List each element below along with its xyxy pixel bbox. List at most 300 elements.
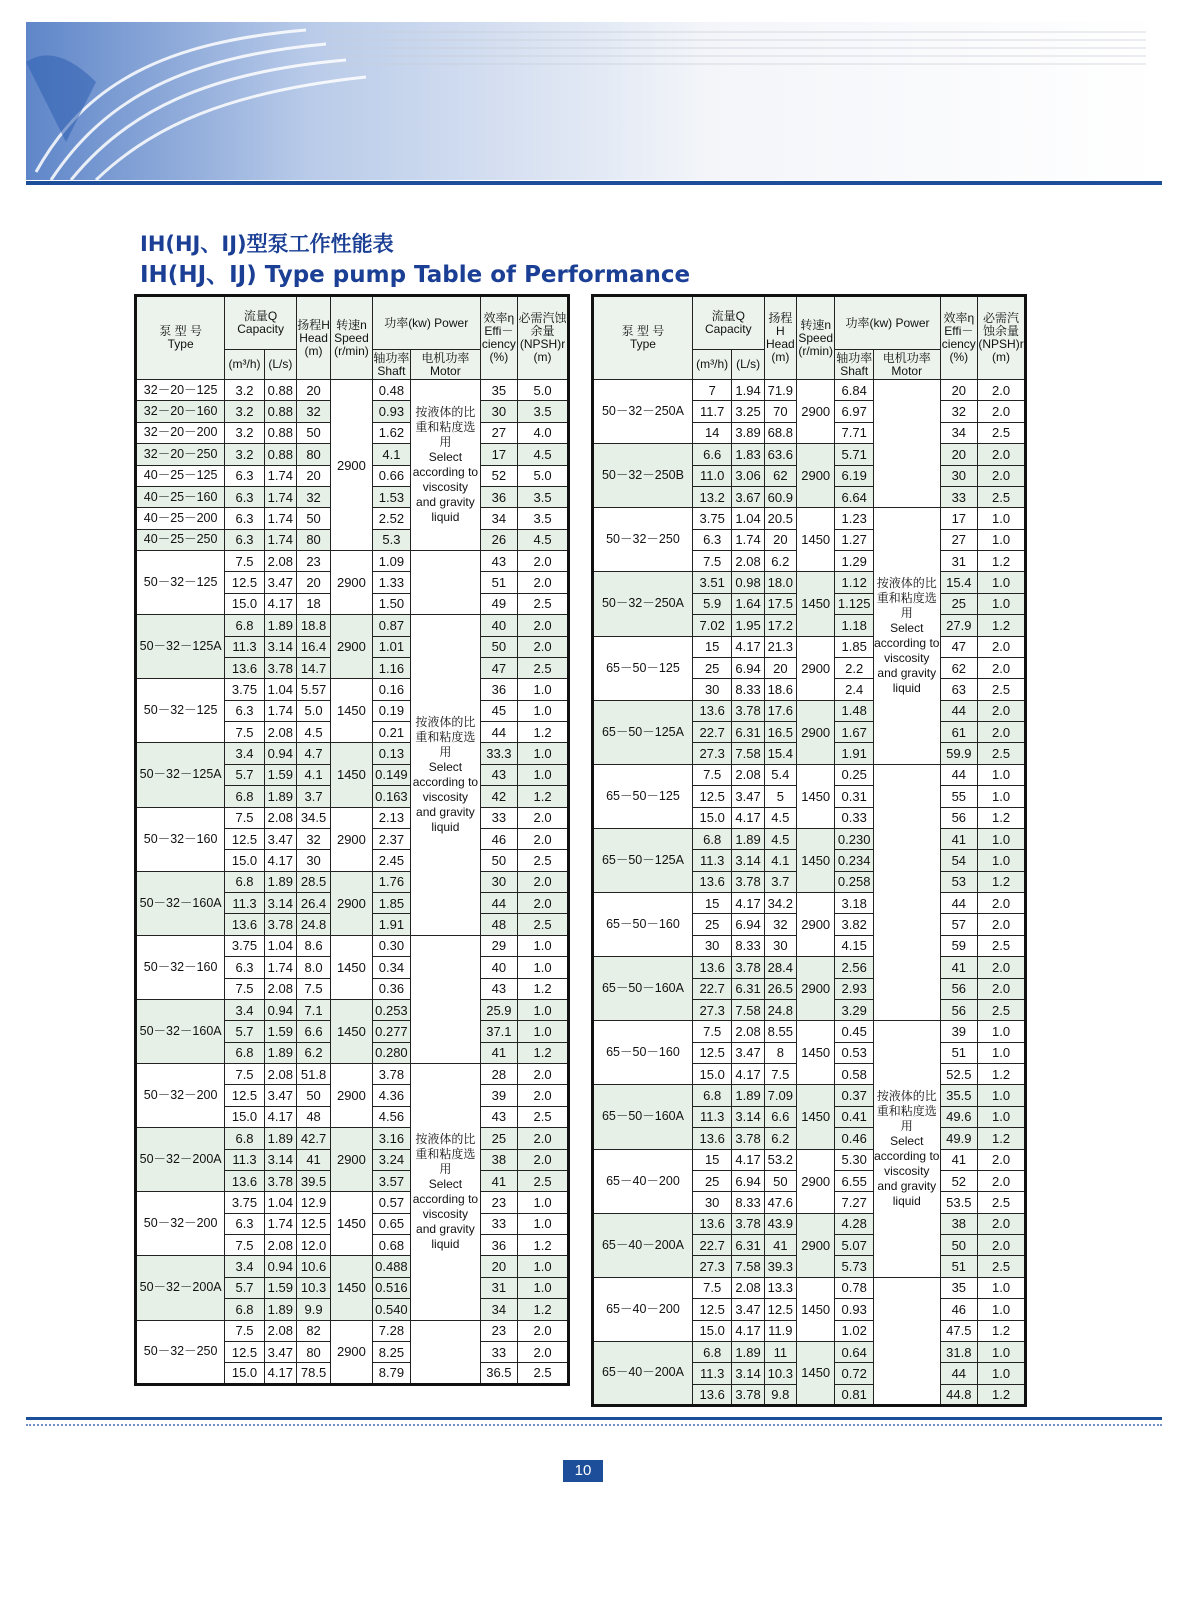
shaft-power: 6.84 [835, 380, 874, 401]
efficiency: 25 [940, 593, 977, 614]
capacity-ls: 1.89 [732, 828, 764, 849]
shaft-power: 1.27 [835, 529, 874, 550]
capacity-ls: 6.94 [732, 657, 764, 678]
capacity-m3h: 3.4 [225, 1256, 264, 1277]
pump-type: 65－40－200A [593, 1213, 693, 1277]
capacity-m3h: 7.5 [225, 722, 264, 743]
capacity-m3h: 7.5 [692, 1021, 732, 1042]
efficiency: 43 [480, 764, 517, 785]
pump-type: 32－20－250 [136, 444, 225, 465]
capacity-ls: 1.59 [264, 764, 296, 785]
npsh: 1.2 [978, 1320, 1026, 1341]
efficiency: 44 [480, 722, 517, 743]
efficiency: 42 [480, 786, 517, 807]
npsh: 2.0 [978, 978, 1026, 999]
shaft-power: 0.53 [835, 1042, 874, 1063]
pump-type: 50－32－125 [136, 551, 225, 615]
capacity-m3h: 13.6 [692, 1213, 732, 1234]
shaft-power: 0.36 [372, 978, 410, 999]
capacity-m3h: 3.75 [225, 1192, 264, 1213]
note-chinese: 按液体的比重和粘度选用 [415, 405, 476, 449]
capacity-m3h: 27.3 [692, 743, 732, 764]
col-power: 功率(kw) Power [372, 296, 480, 350]
npsh: 2.5 [518, 850, 569, 871]
head: 6.2 [764, 1128, 796, 1149]
capacity-ls: 3.47 [732, 786, 764, 807]
shaft-power: 6.64 [835, 486, 874, 507]
capacity-m3h: 3.75 [225, 935, 264, 956]
col-motor-power: 电机功率 Motor [411, 350, 481, 380]
npsh: 3.5 [518, 508, 569, 529]
capacity-m3h: 6.3 [225, 508, 264, 529]
table-row [136, 615, 569, 636]
npsh: 1.0 [978, 572, 1026, 593]
pump-type: 65－50－125A [593, 700, 693, 764]
capacity-ls: 0.88 [264, 444, 296, 465]
head: 16.5 [764, 722, 796, 743]
efficiency: 30 [940, 465, 977, 486]
capacity-ls: 3.14 [264, 636, 296, 657]
capacity-ls: 3.78 [264, 657, 296, 678]
shaft-power: 2.13 [372, 807, 410, 828]
capacity-m3h: 15 [692, 1149, 732, 1170]
capacity-m3h: 11.3 [692, 1363, 732, 1384]
speed: 2900 [796, 957, 835, 1021]
efficiency: 27.9 [940, 615, 977, 636]
capacity-m3h: 11.7 [692, 401, 732, 422]
note-english: Select according to viscosity and gravity liquid [412, 450, 479, 524]
efficiency: 20 [940, 444, 977, 465]
table-row [136, 1320, 569, 1341]
capacity-m3h: 7.5 [692, 551, 732, 572]
head: 4.5 [764, 828, 796, 849]
shaft-power: 0.16 [372, 679, 410, 700]
head: 34.2 [764, 893, 796, 914]
npsh: 1.2 [518, 786, 569, 807]
capacity-m3h: 13.6 [692, 700, 732, 721]
npsh: 4.0 [518, 422, 569, 443]
capacity-m3h: 6.8 [692, 1085, 732, 1106]
capacity-m3h: 14 [692, 422, 732, 443]
capacity-ls: 1.89 [732, 1085, 764, 1106]
capacity-ls: 3.47 [264, 828, 296, 849]
table-row [593, 444, 1026, 465]
capacity-ls: 2.08 [732, 1277, 764, 1298]
capacity-m3h: 15 [692, 636, 732, 657]
head: 10.3 [296, 1277, 330, 1298]
pump-type: 65－40－200 [593, 1149, 693, 1213]
motor-power-blank [411, 551, 481, 615]
efficiency: 37.1 [480, 1021, 517, 1042]
npsh: 1.2 [978, 807, 1026, 828]
npsh: 1.0 [518, 743, 569, 764]
efficiency: 30 [480, 871, 517, 892]
capacity-ls: 1.04 [264, 935, 296, 956]
capacity-ls: 3.78 [732, 871, 764, 892]
head: 6.6 [296, 1021, 330, 1042]
npsh: 2.0 [978, 444, 1026, 465]
npsh: 1.0 [978, 1021, 1026, 1042]
capacity-ls: 4.17 [732, 1320, 764, 1341]
table-row [136, 380, 569, 401]
npsh: 1.0 [518, 935, 569, 956]
npsh: 1.2 [518, 722, 569, 743]
pump-type: 50－32－160A [136, 999, 225, 1063]
head: 34.5 [296, 807, 330, 828]
shaft-power: 0.37 [835, 1085, 874, 1106]
head: 21.3 [764, 636, 796, 657]
table-header [136, 296, 569, 380]
npsh: 2.5 [978, 486, 1026, 507]
head: 9.9 [296, 1299, 330, 1320]
motor-power-note [411, 615, 481, 936]
efficiency: 26 [480, 529, 517, 550]
efficiency: 41 [940, 828, 977, 849]
shaft-power: 1.76 [372, 871, 410, 892]
pump-type: 32－20－125 [136, 380, 225, 401]
efficiency: 53.5 [940, 1192, 977, 1213]
efficiency: 50 [480, 850, 517, 871]
col-efficiency: 效率η Effi－ciency (%) [940, 296, 977, 380]
pump-type: 65－40－200A [593, 1341, 693, 1405]
capacity-ls: 4.17 [732, 893, 764, 914]
npsh: 1.0 [978, 593, 1026, 614]
shaft-power: 1.48 [835, 700, 874, 721]
head: 20 [296, 465, 330, 486]
capacity-m3h: 6.8 [225, 615, 264, 636]
capacity-m3h: 27.3 [692, 999, 732, 1020]
capacity-m3h: 30 [692, 935, 732, 956]
shaft-power: 0.25 [835, 764, 874, 785]
shaft-power: 1.125 [835, 593, 874, 614]
head: 80 [296, 529, 330, 550]
speed: 1450 [331, 1256, 373, 1320]
shaft-power: 0.277 [372, 1021, 410, 1042]
pump-type: 50－32－200 [136, 1064, 225, 1128]
shaft-power: 0.21 [372, 722, 410, 743]
col-capacity-m3h: (m³/h) [225, 350, 264, 380]
head: 50 [764, 1170, 796, 1191]
col-shaft-power: 轴功率 Shaft [836, 350, 873, 378]
shaft-power: 3.78 [372, 1064, 410, 1085]
efficiency: 56 [940, 999, 977, 1020]
efficiency: 41 [940, 957, 977, 978]
capacity-ls: 3.78 [732, 1128, 764, 1149]
efficiency: 56 [940, 807, 977, 828]
efficiency: 46 [940, 1299, 977, 1320]
capacity-m3h: 3.4 [225, 743, 264, 764]
capacity-m3h: 15.0 [225, 850, 264, 871]
capacity-m3h: 11.3 [225, 893, 264, 914]
head: 39.3 [764, 1256, 796, 1277]
capacity-ls: 3.47 [264, 572, 296, 593]
shaft-power: 1.29 [835, 551, 874, 572]
efficiency: 56 [940, 978, 977, 999]
npsh: 5.0 [518, 465, 569, 486]
capacity-ls: 1.74 [264, 508, 296, 529]
head: 5.4 [764, 764, 796, 785]
npsh: 3.5 [518, 401, 569, 422]
efficiency: 33 [480, 1213, 517, 1234]
pump-type: 50－32－250A [593, 572, 693, 636]
head: 71.9 [764, 380, 796, 401]
capacity-m3h: 30 [692, 1192, 732, 1213]
speed: 2900 [331, 615, 373, 679]
efficiency: 55 [940, 786, 977, 807]
col-speed: 转速n Speed (r/min) [796, 296, 835, 380]
head: 17.5 [764, 593, 796, 614]
capacity-ls: 3.78 [264, 1170, 296, 1191]
capacity-ls: 2.08 [732, 551, 764, 572]
npsh: 2.5 [518, 914, 569, 935]
efficiency: 52 [480, 465, 517, 486]
head: 70 [764, 401, 796, 422]
pump-type: 50－32－125A [136, 743, 225, 807]
capacity-m3h: 7.5 [225, 978, 264, 999]
table-row [136, 679, 569, 700]
shaft-power: 1.85 [835, 636, 874, 657]
efficiency: 34 [480, 1299, 517, 1320]
npsh: 2.0 [978, 1170, 1026, 1191]
shaft-power: 0.258 [835, 871, 874, 892]
head: 80 [296, 1341, 330, 1362]
shaft-power: 1.67 [835, 722, 874, 743]
npsh: 1.0 [978, 1363, 1026, 1384]
npsh: 1.0 [518, 700, 569, 721]
capacity-ls: 3.25 [732, 401, 764, 422]
speed: 2900 [796, 700, 835, 764]
capacity-ls: 8.33 [732, 1192, 764, 1213]
capacity-ls: 1.89 [264, 1299, 296, 1320]
note-english: Select according to viscosity and gravity liquid [874, 621, 940, 695]
head: 5 [764, 786, 796, 807]
npsh: 1.0 [518, 957, 569, 978]
col-capacity-ls: (L/s) [264, 350, 296, 380]
efficiency: 20 [480, 1256, 517, 1277]
shaft-power: 2.45 [372, 850, 410, 871]
npsh: 1.0 [978, 764, 1026, 785]
shaft-power: 0.234 [835, 850, 874, 871]
capacity-m3h: 13.6 [692, 957, 732, 978]
npsh: 1.0 [518, 1256, 569, 1277]
shaft-power: 7.28 [372, 1320, 410, 1341]
table-row [136, 1128, 569, 1149]
capacity-ls: 2.08 [264, 1064, 296, 1085]
capacity-ls: 0.94 [264, 1256, 296, 1277]
head: 50 [296, 508, 330, 529]
capacity-m3h: 3.75 [225, 679, 264, 700]
table-row [593, 828, 1026, 849]
efficiency: 50 [480, 636, 517, 657]
col-head: 扬程H Head (m) [764, 296, 796, 380]
capacity-ls: 3.14 [264, 1149, 296, 1170]
capacity-ls: 1.94 [732, 380, 764, 401]
shaft-power: 7.71 [835, 422, 874, 443]
shaft-power: 1.02 [835, 1320, 874, 1341]
shaft-power: 0.64 [835, 1341, 874, 1362]
npsh: 1.2 [518, 978, 569, 999]
capacity-ls: 2.08 [264, 722, 296, 743]
npsh: 1.2 [518, 1235, 569, 1256]
pump-type: 50－32－160 [136, 935, 225, 999]
capacity-ls: 8.33 [732, 935, 764, 956]
capacity-m3h: 7.5 [692, 1277, 732, 1298]
efficiency: 41 [940, 1149, 977, 1170]
capacity-ls: 3.78 [732, 1384, 764, 1405]
capacity-ls: 1.89 [732, 1341, 764, 1362]
efficiency: 35.5 [940, 1085, 977, 1106]
head: 12.0 [296, 1235, 330, 1256]
table-row [593, 380, 1026, 401]
npsh: 1.0 [518, 1192, 569, 1213]
npsh: 2.0 [518, 572, 569, 593]
title-english: IH(HJ、IJ) Type pump Table of Performance [140, 262, 691, 288]
capacity-m3h: 6.3 [225, 700, 264, 721]
efficiency: 38 [480, 1149, 517, 1170]
capacity-m3h: 3.75 [692, 508, 732, 529]
capacity-m3h: 3.2 [225, 444, 264, 465]
capacity-ls: 2.08 [264, 1320, 296, 1341]
npsh: 2.0 [518, 1149, 569, 1170]
head: 4.1 [296, 764, 330, 785]
capacity-ls: 2.08 [264, 1235, 296, 1256]
capacity-ls: 2.08 [264, 978, 296, 999]
efficiency: 49.6 [940, 1106, 977, 1127]
efficiency: 59 [940, 935, 977, 956]
pump-type: 50－32－250 [136, 1320, 225, 1384]
note-english: Select according to viscosity and gravity liquid [874, 1134, 940, 1208]
npsh: 2.5 [978, 1192, 1026, 1213]
efficiency: 40 [480, 615, 517, 636]
table-row [136, 743, 569, 764]
speed: 1450 [796, 1277, 835, 1341]
capacity-ls: 1.74 [264, 465, 296, 486]
col-capacity: 流量Q Capacity [692, 296, 764, 350]
capacity-m3h: 25 [692, 1170, 732, 1191]
npsh: 2.5 [518, 1106, 569, 1127]
title-chinese: IH(HJ、IJ)型泵工作性能表 [140, 232, 394, 256]
pump-type: 50－32－160A [136, 871, 225, 935]
motor-power-blank [873, 764, 940, 1021]
shaft-power: 0.30 [372, 935, 410, 956]
efficiency: 30 [480, 401, 517, 422]
shaft-power: 3.24 [372, 1149, 410, 1170]
motor-power-note [873, 1021, 940, 1278]
head: 4.5 [296, 722, 330, 743]
efficiency: 38 [940, 1213, 977, 1234]
efficiency: 35 [480, 380, 517, 401]
efficiency: 63 [940, 679, 977, 700]
speed: 1450 [796, 1085, 835, 1149]
efficiency: 34 [940, 422, 977, 443]
capacity-ls: 0.88 [264, 380, 296, 401]
capacity-ls: 1.89 [264, 871, 296, 892]
pump-type: 65－50－125 [593, 764, 693, 828]
npsh: 2.5 [978, 679, 1026, 700]
npsh: 1.2 [978, 1128, 1026, 1149]
table-header [593, 296, 1026, 380]
capacity-m3h: 3.51 [692, 572, 732, 593]
efficiency: 29 [480, 935, 517, 956]
npsh: 1.0 [518, 1277, 569, 1298]
capacity-m3h: 6.3 [225, 957, 264, 978]
head: 18.0 [764, 572, 796, 593]
table-row [593, 700, 1026, 721]
capacity-m3h: 6.3 [692, 529, 732, 550]
pump-type: 50－32－160 [136, 807, 225, 871]
head: 7.5 [296, 978, 330, 999]
npsh: 2.5 [518, 1170, 569, 1191]
capacity-m3h: 3.2 [225, 422, 264, 443]
shaft-power: 6.19 [835, 465, 874, 486]
motor-power-blank [873, 380, 940, 508]
shaft-power: 0.93 [835, 1299, 874, 1320]
shaft-power: 0.19 [372, 700, 410, 721]
capacity-ls: 4.17 [732, 1064, 764, 1085]
shaft-power: 8.25 [372, 1341, 410, 1362]
motor-power-blank [411, 1320, 481, 1384]
col-capacity-ls: (L/s) [732, 350, 764, 380]
shaft-power: 1.85 [372, 893, 410, 914]
note-chinese: 按液体的比重和粘度选用 [415, 1131, 476, 1176]
shaft-power: 0.46 [835, 1128, 874, 1149]
speed: 2900 [796, 380, 835, 444]
head: 26.4 [296, 893, 330, 914]
efficiency: 43 [480, 551, 517, 572]
speed: 2900 [331, 807, 373, 871]
table-row [593, 1213, 1026, 1234]
capacity-ls: 1.74 [264, 1213, 296, 1234]
capacity-m3h: 12.5 [225, 1085, 264, 1106]
speed: 1450 [331, 935, 373, 999]
capacity-ls: 8.33 [732, 679, 764, 700]
speed: 2900 [796, 1213, 835, 1277]
head: 28.4 [764, 957, 796, 978]
pump-type: 65－50－160A [593, 1085, 693, 1149]
table-row [593, 1085, 1026, 1106]
shaft-power: 2.56 [835, 957, 874, 978]
head: 32 [764, 914, 796, 935]
npsh: 2.0 [518, 828, 569, 849]
capacity-m3h: 6.8 [692, 828, 732, 849]
shaft-power: 0.253 [372, 999, 410, 1020]
speed: 2900 [331, 380, 373, 551]
capacity-ls: 3.47 [732, 1299, 764, 1320]
npsh: 2.0 [518, 1064, 569, 1085]
capacity-ls: 3.78 [732, 957, 764, 978]
capacity-ls: 0.98 [732, 572, 764, 593]
npsh: 2.5 [518, 593, 569, 614]
speed: 2900 [331, 871, 373, 935]
speed: 2900 [331, 551, 373, 615]
efficiency: 50 [940, 1235, 977, 1256]
capacity-ls: 3.78 [264, 914, 296, 935]
speed: 1450 [796, 572, 835, 636]
shaft-power: 1.09 [372, 551, 410, 572]
capacity-ls: 1.74 [264, 700, 296, 721]
head: 32 [296, 828, 330, 849]
capacity-m3h: 11.3 [692, 1106, 732, 1127]
capacity-m3h: 25 [692, 657, 732, 678]
footer-rule [26, 1417, 1162, 1420]
pump-type: 50－32－250 [593, 508, 693, 572]
npsh: 2.5 [518, 657, 569, 678]
col-head: 扬程H Head (m) [296, 296, 330, 380]
shaft-power: 1.91 [835, 743, 874, 764]
head: 41 [764, 1235, 796, 1256]
head: 18.8 [296, 615, 330, 636]
head: 10.3 [764, 1363, 796, 1384]
